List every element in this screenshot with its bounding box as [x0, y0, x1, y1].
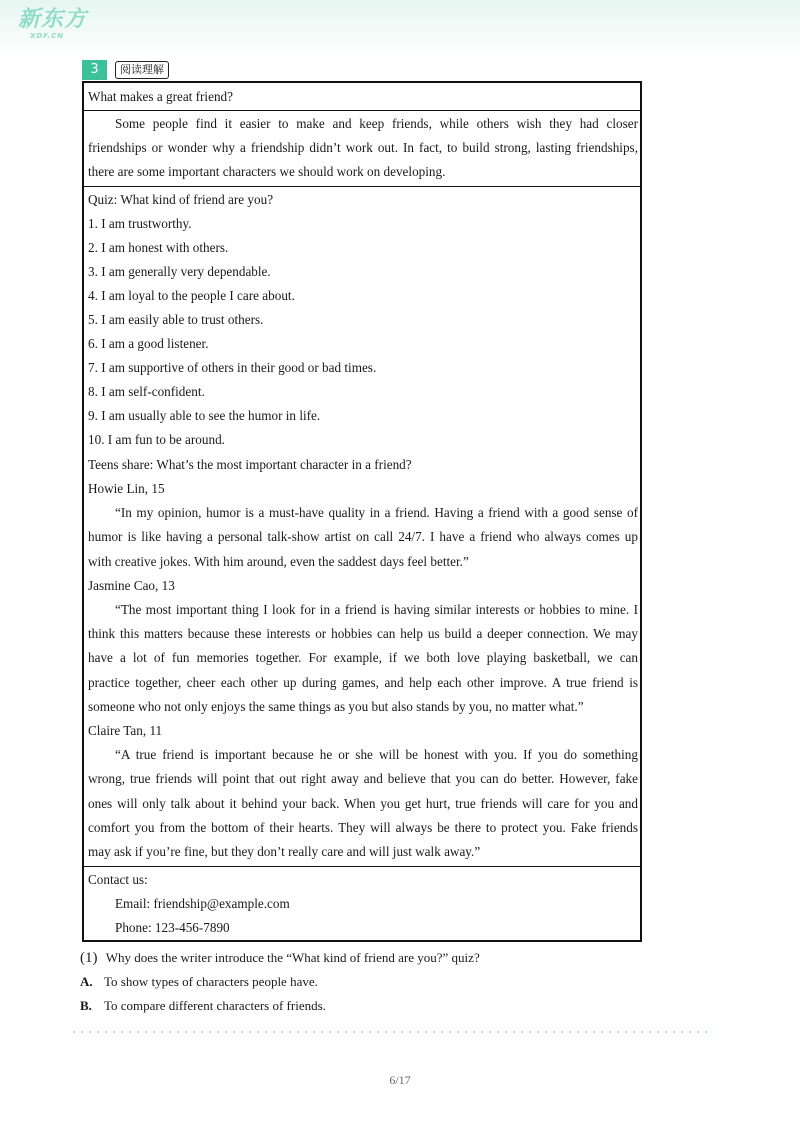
page-number: 6/17	[389, 1073, 411, 1087]
intro-line: there are some important characters we should work on developing.	[88, 164, 446, 179]
contact-email: Email: friendship@example.com	[115, 896, 290, 911]
section-divider	[84, 186, 640, 187]
option-text: To compare different characters of friends.	[104, 998, 326, 1013]
section-divider	[84, 866, 640, 867]
teen-quote-line: may ask if you’re fine, but they don’t really care and will just walk away.”	[88, 844, 481, 859]
brand-logo	[18, 8, 87, 40]
option-letter: B.	[80, 998, 92, 1013]
contact-title: Contact us:	[88, 872, 148, 887]
article-title: What makes a great friend?	[88, 89, 233, 104]
intro-line: friendships or wonder why a friendship didn’t work out. In fact, to build strong, lasting friendships,	[88, 140, 638, 155]
reading-passage-box	[82, 81, 642, 942]
teen-quote-line: with creative jokes. With him around, even the saddest days feel better.”	[88, 554, 469, 569]
quiz-item: 1. I am trustworthy.	[88, 216, 192, 231]
teen-quote-line: someone who not only enjoys the same things as you but also stands by you, no matter what.”	[88, 699, 584, 714]
contact-phone: Phone: 123-456-7890	[115, 920, 230, 935]
teen-quote-line: have a lot of fun memories together. For example, if we both love playing basketball, we can	[88, 650, 638, 665]
quiz-item: 5. I am easily able to trust others.	[88, 312, 264, 327]
teen-quote-line: humor is like having a personal talk-show artist on call 24/7. I have a friend who always comes up	[88, 529, 638, 544]
section-divider	[84, 110, 640, 111]
teen-quote-line: ones will only talk about it behind your back. When you get hurt, true friends will care for you and	[88, 796, 638, 811]
quiz-item: 9. I am usually able to see the humor in life.	[88, 408, 321, 423]
intro-line: Some people find it easier to make and keep friends, while others wish they had closer	[115, 116, 638, 131]
logo-sub-text: XDF.CN	[30, 32, 65, 40]
logo-main-text: 新东方	[18, 7, 88, 32]
dotted-divider	[70, 1031, 710, 1033]
quiz-item: 4. I am loyal to the people I care about.	[88, 288, 295, 303]
teen-quote-line: comfort you from the bottom of their hearts. They will always be there to protect you. Fake friends	[88, 820, 638, 835]
option-a[interactable]	[80, 974, 318, 990]
option-b[interactable]	[80, 998, 326, 1014]
teen-quote-line: “A true friend is important because he or she will be honest with you. If you do something	[115, 747, 638, 762]
teen-quote-line: “In my opinion, humor is a must-have quality in a friend. Having a friend with a good sense of	[115, 505, 638, 520]
quiz-item: 7. I am supportive of others in their good or bad times.	[88, 360, 377, 375]
quiz-item: 10. I am fun to be around.	[88, 432, 225, 447]
quiz-title: Quiz: What kind of friend are you?	[88, 192, 274, 207]
teen-name: Claire Tan, 11	[88, 723, 163, 738]
teen-quote-line: wrong, true friends will point that out right away and believe that you can do better. However, fake	[88, 771, 638, 786]
teen-name: Howie Lin, 15	[88, 481, 165, 496]
quiz-item: 3. I am generally very dependable.	[88, 264, 271, 279]
teens-title: Teens share: What’s the most important character in a friend?	[88, 457, 412, 472]
question-type-tag: 阅读理解	[115, 61, 169, 79]
option-letter: A.	[80, 974, 93, 989]
teen-name: Jasmine Cao, 13	[88, 578, 175, 593]
question-number-badge: 3	[82, 60, 107, 80]
quiz-item: 2. I am honest with others.	[88, 240, 229, 255]
quiz-item: 6. I am a good listener.	[88, 336, 209, 351]
question-sub-number: (1)	[80, 950, 98, 966]
question-text: Why does the writer introduce the “What kind of friend are you?” quiz?	[105, 950, 480, 965]
quiz-item: 8. I am self-confident.	[88, 384, 205, 399]
question-stem	[80, 950, 480, 966]
teen-quote-line: practice together, cheer each other up during games, and help each other improve. A true friend is	[88, 675, 638, 690]
header-band	[0, 0, 800, 56]
teen-quote-line: think this matters because these interests or hobbies can help us build a deeper connection. We may	[88, 626, 638, 641]
option-text: To show types of characters people have.	[104, 974, 318, 989]
teen-quote-line: “The most important thing I look for in a friend is having similar interests or hobbies to mine. I	[115, 602, 638, 617]
